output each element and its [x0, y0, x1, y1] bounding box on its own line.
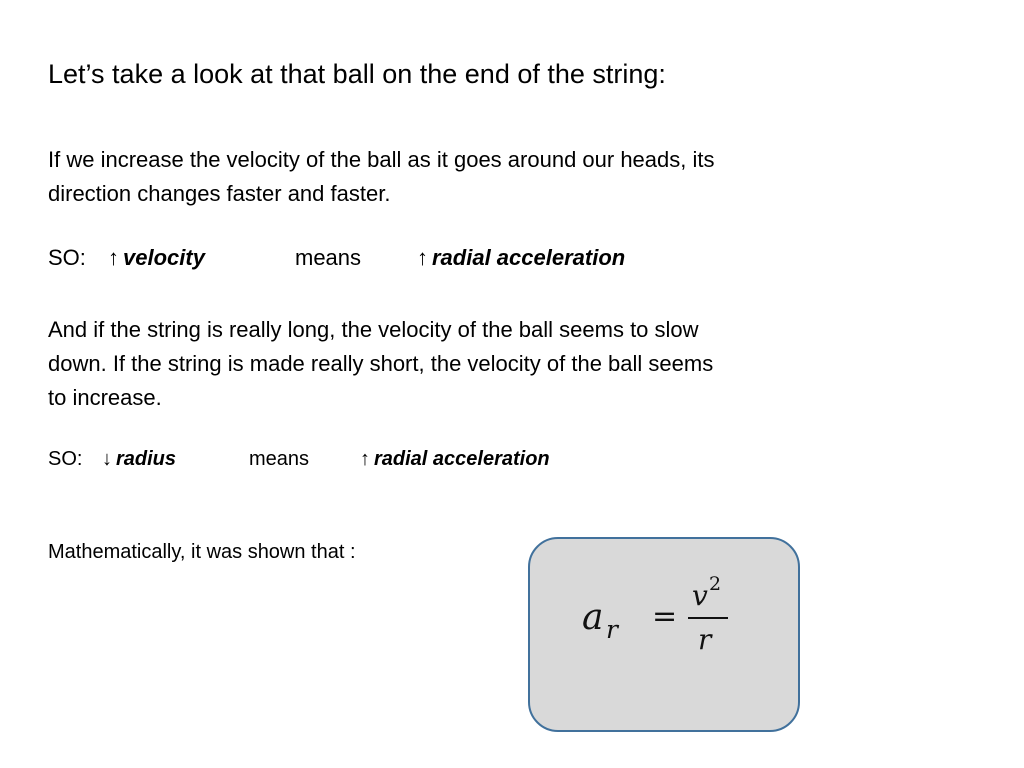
slide-title: Let’s take a look at that ball on the end of the string:: [48, 59, 666, 89]
radius-paragraph: [48, 313, 868, 415]
paragraph-line: down. If the string is made really short, the velocity of the ball seems: [48, 351, 714, 376]
down-arrow-icon: ↓: [102, 448, 112, 470]
radial-acceleration-label: radial acceleration: [374, 448, 550, 470]
up-arrow-icon: ↑: [417, 245, 428, 270]
paragraph-line: And if the string is really long, the velocity of the ball seems to slow: [48, 317, 699, 342]
radial-acceleration-label: radial acceleration: [432, 245, 626, 270]
means-label: means: [295, 245, 362, 270]
velocity-term: [108, 245, 205, 271]
fraction-bar: [688, 617, 728, 619]
so-label: SO:: [48, 448, 83, 470]
paragraph-line: direction changes faster and faster.: [48, 181, 391, 206]
formula-box: [528, 537, 800, 732]
means-label: means: [249, 448, 310, 470]
so-label: SO:: [48, 245, 86, 270]
up-arrow-icon: ↑: [360, 448, 370, 470]
formula-equals: =: [652, 599, 678, 634]
formula-lhs-subscript: r: [606, 615, 618, 644]
radius-label: radius: [116, 448, 177, 470]
formula-denominator: r: [698, 623, 712, 656]
radial-acceleration-term: [417, 245, 625, 271]
velocity-label: velocity: [123, 245, 205, 270]
velocity-paragraph: [48, 143, 868, 211]
radial-acceleration-term: [360, 448, 550, 471]
paragraph-line: to increase.: [48, 385, 162, 410]
radius-term: [102, 448, 176, 471]
formula-lhs: a: [582, 597, 604, 638]
paragraph-line: If we increase the velocity of the ball as it goes around our heads, its: [48, 147, 715, 172]
formula-numerator: v: [692, 579, 708, 612]
up-arrow-icon: ↑: [108, 245, 119, 270]
math-intro: Mathematically, it was shown that :: [48, 541, 356, 563]
formula-exponent: 2: [709, 573, 722, 595]
